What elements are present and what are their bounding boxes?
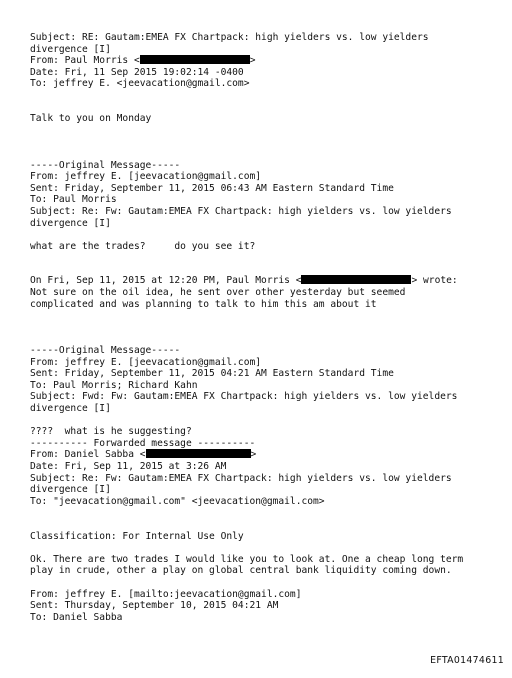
from-suffix: > [250, 449, 257, 461]
from-line: From: jeffrey E. [jeevacation@gmail.com] [30, 171, 262, 183]
from-prefix: From: Daniel Sabba < [30, 449, 146, 461]
subject-line-cont: divergence [I] [30, 217, 111, 229]
classification-line: Classification: For Internal Use Only [30, 530, 244, 542]
to-line: To: Daniel Sabba [30, 611, 123, 623]
sent-line: Sent: Friday, September 11, 2015 06:43 AM Eastern Standard Time [30, 182, 394, 194]
sent-line: Sent: Friday, September 11, 2015 04:21 AM Eastern Standard Time [30, 368, 394, 380]
message-body: what are the trades? do you see it? [30, 240, 256, 252]
subject-line-cont: divergence [I] [30, 43, 111, 55]
from-line: From: jeffrey E. [jeevacation@gmail.com] [30, 356, 262, 368]
to-line: To: Paul Morris [30, 194, 117, 206]
subject-line: Subject: RE: Gautam:EMEA FX Chartpack: high yielders vs. low yielders [30, 32, 429, 43]
subject-line: Subject: Fwd: Fw: Gautam:EMEA FX Chartpack: high yielders vs. low yielders [30, 391, 458, 403]
from-line [30, 449, 500, 461]
quote-body-line: complicated and was planning to talk to him this am about it [30, 298, 377, 310]
email-document [30, 32, 500, 623]
reply-body: Talk to you on Monday [30, 113, 152, 125]
from-suffix: > [249, 55, 256, 67]
original-message-separator: -----Original Message----- [30, 345, 181, 357]
from-line: From: jeffrey E. [mailto:jeevacation@gmail.com] [30, 588, 302, 600]
message-body-line: Ok. There are two trades I would like you to look at. One a cheap long term [30, 553, 464, 565]
subject-line-cont: divergence [I] [30, 403, 111, 415]
subject-line-cont: divergence [I] [30, 484, 111, 496]
quote-body-line: Not sure on the oil idea, he sent over other yesterday but seemed [30, 287, 406, 299]
subject-line: Subject: Re: Fw: Gautam:EMEA FX Chartpack: high yielders vs. low yielders [30, 472, 452, 484]
date-line: Date: Fri, Sep 11, 2015 at 3:26 AM [30, 461, 227, 472]
quote-attribution [30, 275, 500, 287]
to-line: To: Paul Morris; Richard Kahn [30, 379, 198, 391]
date-line: Date: Fri, 11 Sep 2015 19:02:14 -0400 [30, 66, 244, 78]
redaction-box [301, 275, 411, 284]
to-line: To: jeffrey E. <jeevacation@gmail.com> [30, 78, 250, 90]
quote-suffix: > wrote: [411, 275, 458, 287]
redaction-box [140, 55, 250, 64]
to-line: To: "jeevacation@gmail.com" <jeevacation@gmail.com> [30, 495, 325, 507]
forwarded-separator: ---------- Forwarded message ---------- [30, 437, 256, 449]
message-body: ???? what is he suggesting? [30, 426, 192, 438]
message-body-line: play in crude, other a play on global central bank liquidity coming down. [30, 565, 452, 577]
sent-line: Sent: Thursday, September 10, 2015 04:21 AM [30, 600, 279, 612]
document-id-footer: EFTA01474611 [430, 655, 504, 666]
subject-line: Subject: Re: Fw: Gautam:EMEA FX Chartpack: high yielders vs. low yielders [30, 205, 452, 217]
redaction-box [146, 449, 251, 458]
original-message-separator: -----Original Message----- [30, 159, 181, 171]
from-line [30, 55, 500, 67]
from-prefix: From: Paul Morris < [30, 55, 140, 67]
quote-prefix: On Fri, Sep 11, 2015 at 12:20 PM, Paul Morris < [30, 275, 302, 287]
